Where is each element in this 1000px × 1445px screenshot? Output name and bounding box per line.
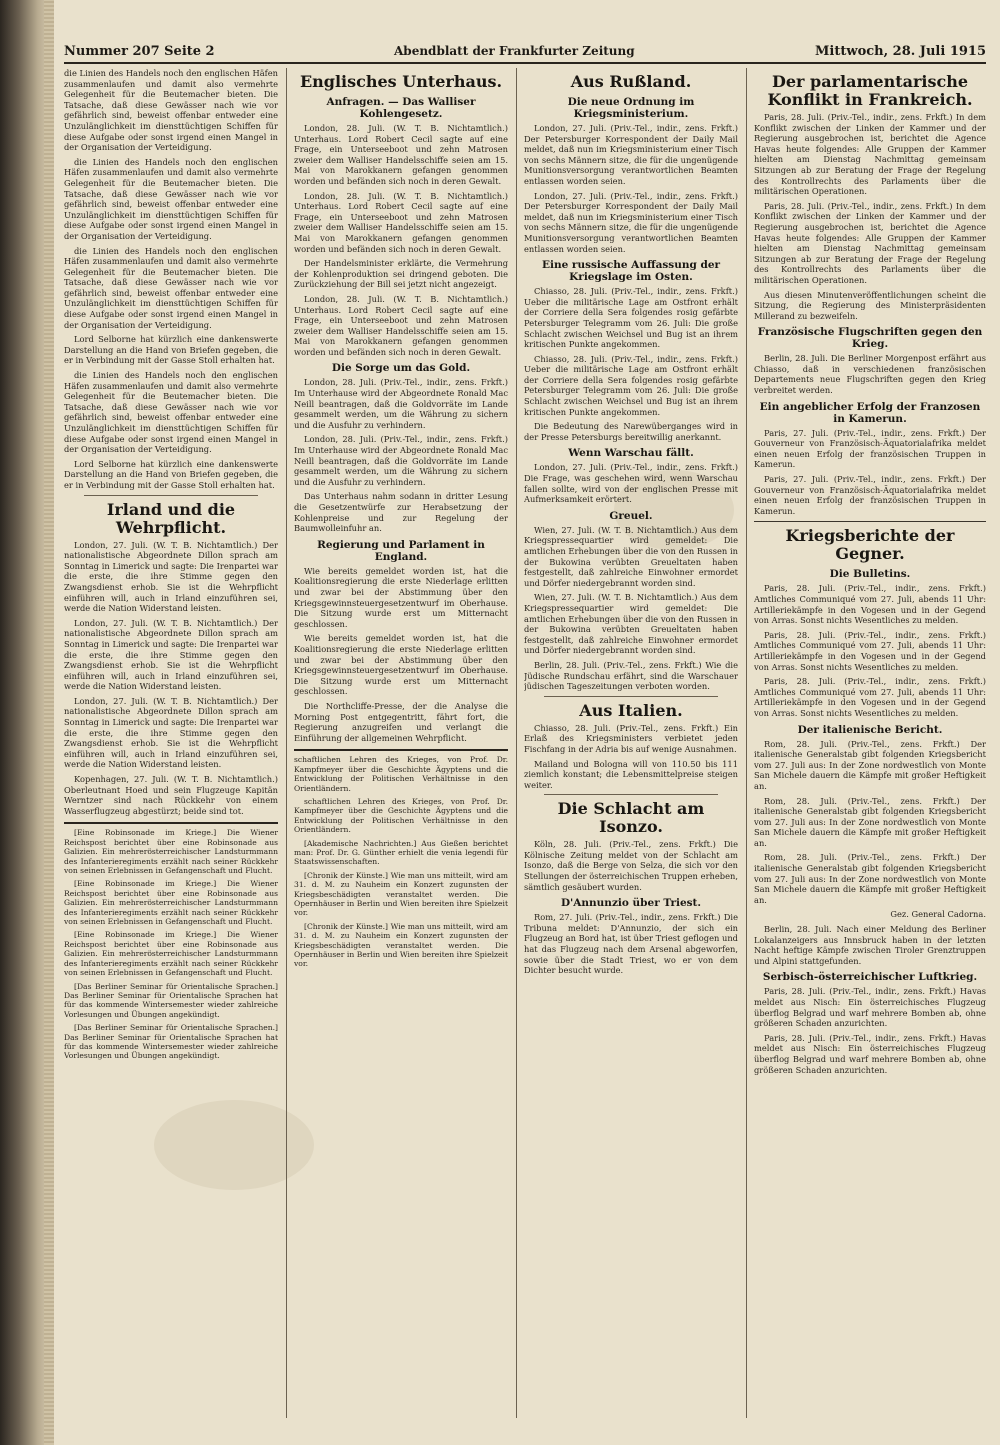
issue-number: Nummer 207 Seite 2 <box>64 44 215 59</box>
article-paragraph: London, 27. Juli. (Priv.-Tel., indir., zens. Frkft.) Die Frage, was geschehen wird, wenn Warschau fallen sollte, wird von der englischen Presse mit Aufmerksamkeit erörtert. <box>524 462 738 505</box>
subheading-kohlengesetz: Anfragen. — Das Walliser Kohlengesetz. <box>326 96 476 120</box>
article-paragraph: London, 27. Juli. (W. T. B. Nichtamtlich.) Der nationalistische Abgeordnete Dillon sprach am Sonntag in Limerick und sagte: Die Irenpartei war die erste, die ihre Stimme gegen den Zwangsdienst erhob. Sie ist die Wehrpflicht einführen will, auch in Irland einzuführen sei, werde die Nation Widerstand leisten. <box>64 695 278 770</box>
article-paragraph: die Linien des Handels noch den englischen Häfen zusammenlaufen und damit also vermehrte Gelegenheit für die Beutemacher bieten. Die Tatsache, daß diese Gewässer nach wie vor gefährlich sind, beweist offenbar entweder eine Unzulänglichkeit im diensttüchtigen Schiffen für diese Aufgabe oder sonst irgend einen Mangel in der Organisation der Verteidigung. <box>64 68 278 153</box>
article-paragraph: Das Unterhaus nahm sodann in dritter Lesung die Gesetzentwürfe zur Herabsetzung der Kohlenpreise und zur Regelung der Baumwolleinfuhr an. <box>294 491 508 534</box>
feuilleton-rule <box>64 822 278 824</box>
article-paragraph: die Linien des Handels noch den englischen Häfen zusammenlaufen und damit also vermehrte Gelegenheit für die Beutemacher bieten. Die Tatsache, daß diese Gewässer nach wie vor gefährlich sind, beweist offenbar entweder eine Unzulänglichkeit im diensttüchtigen Schiffen für diese Aufgabe oder sonst irgend einen Mangel in der Organisation der Verteidigung. <box>64 370 278 455</box>
subheading-ordnung: Die neue Ordnung im Kriegsministerium. <box>567 96 695 120</box>
feuilleton-paragraph: [Das Berliner Seminar für Orientalische Sprachen.] Das Berliner Seminar für Orientalische Sprachen hat für das kommende Wintersemester wieder zahlreiche Vorlesungen und Übungen angekündigt. <box>64 1023 278 1061</box>
heading-konflikt: Der parlamentarische Konflikt in Frankreich. <box>767 72 973 109</box>
issue-date: Mittwoch, 28. Juli 1915 <box>815 44 986 59</box>
article-paragraph: Chiasso, 28. Juli. (Priv.-Tel., zens. Frkft.) Ein Erlaß des Kriegsministers verbietet jeden Fischfang in der Adria bis auf wenige Ausnahmen. <box>524 722 738 754</box>
book-binding <box>0 0 54 1445</box>
article-paragraph: Rom, 28. Juli. (Priv.-Tel., zens. Frkft.) Der italienische Generalstab gibt folgenden Kriegsbericht vom 27. Juli aus: In der Zone nordwestlich von Monte San Michele dauern die Kämpfe mit großer Heftigkeit an. <box>754 795 986 848</box>
article-paragraph: die Linien des Handels noch den englischen Häfen zusammenlaufen und damit also vermehrte Gelegenheit für die Beutemacher bieten. Die Tatsache, daß diese Gewässer nach wie vor gefährlich sind, beweist offenbar entweder eine Unzulänglichkeit im diensttüchtigen Schiffen für diese Aufgabe oder sonst irgend einen Mangel in der Organisation der Verteidigung. <box>64 245 278 330</box>
article-paragraph: London, 28. Juli. (Priv.-Tel., indir., zens. Frkft.) Im Unterhause wird der Abgeordnete Ronald Mac Neill beantragen, daß die Goldvorräte im Lande gesammelt werden, um die Währung zu sichern und die Ausfuhr zu verhindern. <box>294 434 508 487</box>
heading-unterhaus: Englisches Unterhaus. <box>299 72 503 91</box>
article-paragraph: Paris, 28. Juli. (Priv.-Tel., indir., zens. Frkft.) In dem Konflikt zwischen der Linken der Kammer und der Regierung ausgebrochen ist, berichtet die Agence Havas heute folgendes: Alle Gruppen der Kammer hielten am Dienstag Nachmittag gemeinsam Sitzungen ab zur Beratung der Frage der Regelung des Kontrollrechts des Parlaments über die militärischen Operationen. <box>754 200 986 285</box>
feuilleton-paragraph: [Akademische Nachrichten.] Aus Gießen berichtet man: Prof. Dr. G. Günther erhielt die venia legendi für Staatswissenschaften. <box>294 838 508 867</box>
column-3 <box>524 68 738 1418</box>
article-paragraph: die Linien des Handels noch den englischen Häfen zusammenlaufen und damit also vermehrte Gelegenheit für die Beutemacher bieten. Die Tatsache, daß diese Gewässer nach wie vor gefährlich sind, beweist offenbar entweder eine Unzulänglichkeit im diensttüchtigen Schiffen für diese Aufgabe oder sonst irgend einen Mangel in der Organisation der Verteidigung. <box>64 156 278 241</box>
subheading-flugschriften: Französische Flugschriften gegen den Krieg. <box>757 326 983 351</box>
article-paragraph: Mailand und Bologna will von 110.50 bis 111 ziemlich konstant; die Lebensmittelpreise steigen weiter. <box>524 758 738 790</box>
article-paragraph: London, 28. Juli. (W. T. B. Nichtamtlich.) Unterhaus. Lord Robert Cecil sagte auf eine Frage, ein Unterseeboot und zehn Matrosen zweier dem Walliser Handelsschiffe seien am 15. Mai von Marokkanern gefangen genommen worden und befänden sich noch in deren Gewalt. <box>294 293 508 357</box>
article-paragraph: Die Bedeutung des Narewüberganges wird in der Presse Petersburgs bereitwillig anerkannt. <box>524 421 738 442</box>
section-divider <box>544 794 718 795</box>
subheading-kamerun: Ein angeblicher Erfolg der Franzosen in Kamerun. <box>759 400 981 425</box>
heading-italien: Aus Italien. <box>579 700 683 720</box>
article-paragraph: Paris, 28. Juli. (Priv.-Tel., indir., zens. Frkft.) Havas meldet aus Nisch: Ein österreichisches Flugzeug überflog Belgrad und warf mehrere Bomben ab, ohne größeren Schaden anzurichten. <box>754 986 986 1029</box>
article-paragraph: Wie bereits gemeldet worden ist, hat die Koalitionsregierung die erste Niederlage erlitten und zwar bei der Abstimmung über den Kriegsgewinnsteuergesetzentwurf im Oberhause. Die Sitzung wurde erst um Mitternacht geschlossen. <box>294 565 508 629</box>
article-paragraph: London, 27. Juli. (W. T. B. Nichtamtlich.) Der nationalistische Abgeordnete Dillon sprach am Sonntag in Limerick und sagte: Die Irenpartei war die erste, die ihre Stimme gegen den Zwangsdienst erhob. Sie ist die Wehrpflicht einführen will, auch in Irland einzuführen sei, werde die Nation Widerstand leisten. <box>64 539 278 614</box>
subheading-luftkrieg: Serbisch-österreichischer Luftkrieg. <box>762 971 978 984</box>
masthead: Abendblatt der Frankfurter Zeitung <box>394 44 635 58</box>
column-rule <box>286 68 287 1418</box>
section-divider <box>544 696 718 697</box>
heading-isonzo: Die Schlacht am Isonzo. <box>557 799 705 837</box>
article-paragraph: Rom, 28. Juli. (Priv.-Tel., zens. Frkft.) Der italienische Generalstab gibt folgenden Kriegsbericht vom 27. Juli aus: In der Zone nordwestlich von Monte San Michele dauern die Kämpfe mit großer Heftigkeit an. <box>754 738 986 791</box>
feuilleton-paragraph: [Eine Robinsonade im Kriege.] Die Wiener Reichspost berichtet über eine Robinsonade aus Galizien. Ein mehrerösterreichischer Landsturmmann des Infanterieregiments erzählt nach seiner Rückkehr von seinen Erlebnissen in Gefangenschaft und Flucht. <box>64 828 278 876</box>
feuilleton-paragraph: schaftlichen Lehren des Krieges, von Prof. Dr. Kampfmeyer über die Geschichte Ägyptens und die Entwicklung der Politischen Verhältnisse in den Orientländern. <box>294 796 508 835</box>
header-rule <box>64 62 986 64</box>
article-paragraph: London, 28. Juli. (W. T. B. Nichtamtlich.) Unterhaus. Lord Robert Cecil sagte auf eine Frage, ein Unterseeboot und zehn Matrosen zweier dem Walliser Handelsschiffe seien am 15. Mai von Marokkanern gefangen genommen worden und befänden sich noch in deren Gewalt. <box>294 123 508 186</box>
article-paragraph: London, 27. Juli. (W. T. B. Nichtamtlich.) Der nationalistische Abgeordnete Dillon sprach am Sonntag in Limerick und sagte: Die Irenpartei war die erste, die ihre Stimme gegen den Zwangsdienst erhob. Sie ist die Wehrpflicht einführen will, auch in Irland einzuführen sei, werde die Nation Widerstand leisten. <box>64 617 278 692</box>
article-paragraph: Berlin, 28. Juli. Die Berliner Morgenpost erfährt aus Chiasso, daß in verschiedenen französischen Departements neue Flugschriften gegen den Krieg verbreitet werden. <box>754 353 986 396</box>
subheading-warschau: Wenn Warschau fällt. <box>568 447 694 460</box>
article-paragraph: Paris, 28. Juli. (Priv.-Tel., indir., zens. Frkft.) Havas meldet aus Nisch: Ein österreichisches Flugzeug überflog Belgrad und warf mehrere Bomben ab, ohne größeren Schaden anzurichten. <box>754 1032 986 1075</box>
article-paragraph: Wie bereits gemeldet worden ist, hat die Koalitionsregierung die erste Niederlage erlitten und zwar bei der Abstimmung über den Kriegsgewinnsteuergesetzentwurf im Oberhause. Die Sitzung wurde erst um Mitternacht geschlossen. <box>294 633 508 697</box>
newspaper-page <box>54 0 1000 1445</box>
article-paragraph: Die Northcliffe-Presse, der die Analyse die Morning Post entgegentritt, fährt fort, die Regierung anzugreifen und verlangt die Einführung der allgemeinen Wehrpflicht. <box>294 700 508 743</box>
feuilleton-paragraph: [Chronik der Künste.] Wie man uns mitteilt, wird am 31. d. M. zu Nauheim ein Konzert zugunsten der Kriegsbeschädigten veranstaltet werden. Die Opernhäuser in Berlin und Wien bereiten ihre Spielzeit vor. <box>294 870 508 918</box>
article-paragraph: Lord Selborne hat kürzlich eine dankenswerte Darstellung an die Hand von Briefen gegeben, die er in Verbindung mit der Gasse Stoll erhalten hat. <box>64 458 278 490</box>
signature-line: Gez. General Cadorna. <box>890 909 986 920</box>
subheading-gold: Die Sorge um das Gold. <box>331 362 471 375</box>
running-header <box>64 44 986 62</box>
article-paragraph: Paris, 28. Juli. (Priv.-Tel., indir., zens. Frkft.) Amtliches Communiqué vom 27. Juli, abends 11 Uhr: Artilleriekämpfe in den Vogesen und in der Gegend von Arras. Sonst nichts Wesentliches zu melden. <box>754 583 986 626</box>
article-paragraph: London, 27. Juli. (Priv.-Tel., indir., zens. Frkft.) Der Petersburger Korrespondent der Daily Mail meldet, daß nun im Kriegsministerium einer Tisch von sechs Männern sitze, die für die ungenügende Munitionsversorgung verantwortlichen Beamten entlassen worden seien. <box>524 123 738 186</box>
article-paragraph: Paris, 28. Juli. (Priv.-Tel., indir., zens. Frkft.) In dem Konflikt zwischen der Linken der Kammer und der Regierung ausgebrochen ist, berichtet die Agence Havas heute folgendes: Alle Gruppen der Kammer hielten am Dienstag Nachmittag gemeinsam Sitzungen ab zur Beratung der Frage der Regelung des Kontrollrechts des Parlaments über die militärischen Operationen. <box>754 112 986 197</box>
subheading-bulletins: Die Bulletins. <box>829 568 911 581</box>
article-paragraph: Rom, 28. Juli. (Priv.-Tel., zens. Frkft.) Der italienische Generalstab gibt folgenden Kriegsbericht vom 27. Juli aus: In der Zone nordwestlich von Monte San Michele dauern die Kämpfe mit großer Heftigkeit an. <box>754 852 986 905</box>
column-rule <box>516 68 517 1418</box>
article-paragraph: Wien, 27. Juli. (W. T. B. Nichtamtlich.) Aus dem Kriegspressequartier wird gemeldet: Die amtlichen Erhebungen über die von den Russen in der Bukowina verübten Greueltaten haben festgestellt, daß zahlreiche Einwohner ermordet und Dörfer niedergebrannt worden sind. <box>524 524 738 588</box>
article-paragraph: Berlin, 28. Juli. Nach einer Meldung des Berliner Lokalanzeigers aus Innsbruck haben in der letzten Nacht heftige Kämpfe zwischen Tiroler Grenztruppen und Alpini stattgefunden. <box>754 924 986 966</box>
feuilleton-paragraph: [Eine Robinsonade im Kriege.] Die Wiener Reichspost berichtet über eine Robinsonade aus Galizien. Ein mehrerösterreichischer Landsturmmann des Infanterieregiments erzählt nach seiner Rückkehr von seinen Erlebnissen in Gefangenschaft und Flucht. <box>64 930 278 978</box>
article-paragraph: Paris, 28. Juli. (Priv.-Tel., indir., zens. Frkft.) Amtliches Communiqué vom 27. Juli, abends 11 Uhr: Artilleriekämpfe in den Vogesen und in der Gegend von Arras. Sonst nichts Wesentliches zu melden. <box>754 676 986 718</box>
heading-russland: Aus Rußland. <box>570 72 692 91</box>
feuilleton-paragraph: [Eine Robinsonade im Kriege.] Die Wiener Reichspost berichtet über eine Robinsonade aus Galizien. Ein mehrerösterreichischer Landsturmmann des Infanterieregiments erzählt nach seiner Rückkehr von seinen Erlebnissen in Gefangenschaft und Flucht. <box>64 879 278 927</box>
heading-irland: Irland und die Wehrpflicht. <box>106 499 236 537</box>
section-divider <box>84 495 258 496</box>
subheading-osten: Eine russische Auffassung der Kriegslage im Osten. <box>541 259 721 284</box>
article-paragraph: Rom, 27. Juli. (Priv.-Tel., indir., zens. Frkft.) Die Tribuna meldet: D'Annunzio, der sich ein Flugzeug an Bord hat, ist über Triest geflogen und hat das Flugzeug nach dem Arsenal abgeworfen, sowie über die Stadt Triest, wo er von dem Dichter besucht wurde. <box>524 912 738 976</box>
column-1 <box>64 68 278 1418</box>
article-paragraph: Paris, 27. Juli. (Priv.-Tel., indir., zens. Frkft.) Der Gouverneur von Französisch-Äquatorialafrika meldet einen neuen Erfolg der französischen Truppen in Kamerun. <box>754 427 986 470</box>
feuilleton-paragraph: [Chronik der Künste.] Wie man uns mitteilt, wird am 31. d. M. zu Nauheim ein Konzert zugunsten der Kriegsbeschädigten veranstaltet werden. Die Opernhäuser in Berlin und Wien bereiten ihre Spielzeit vor. <box>294 921 508 969</box>
article-paragraph: Köln, 28. Juli. (Priv.-Tel., zens. Frkft.) Die Kölnische Zeitung meldet von der Schlacht am Isonzo, daß die Berge von Selza, die sich vor den Stellungen der österreichischen Truppen erheben, sämtlich gesäubert wurden. <box>524 839 738 892</box>
page-edges <box>44 0 54 1445</box>
article-paragraph: London, 28. Juli. (Priv.-Tel., indir., zens. Frkft.) Im Unterhause wird der Abgeordnete Ronald Mac Neill beantragen, daß die Goldvorräte im Lande gesammelt werden, um die Währung zu sichern und die Ausfuhr zu verhindern. <box>294 377 508 430</box>
heading-kriegsberichte: Kriegsberichte der Gegner. <box>785 526 955 564</box>
article-paragraph: Wien, 27. Juli. (W. T. B. Nichtamtlich.) Aus dem Kriegspressequartier wird gemeldet: Die amtlichen Erhebungen über die von den Russen in der Bukowina verübten Greueltaten haben festgestellt, daß zahlreiche Einwohner ermordet und Dörfer niedergebrannt worden sind. <box>524 592 738 656</box>
subheading-greuel: Greuel. <box>609 509 653 522</box>
article-paragraph: Paris, 27. Juli. (Priv.-Tel., indir., zens. Frkft.) Der Gouverneur von Französisch-Äquatorialafrika meldet einen neuen Erfolg der französischen Truppen in Kamerun. <box>754 474 986 516</box>
article-paragraph: Paris, 28. Juli. (Priv.-Tel., indir., zens. Frkft.) Amtliches Communiqué vom 27. Juli, abends 11 Uhr: Artilleriekämpfe in den Vogesen und in der Gegend von Arras. Sonst nichts Wesentliches zu melden. <box>754 629 986 672</box>
subheading-italienischer-bericht: Der italienische Bericht. <box>797 723 943 736</box>
article-paragraph: Aus diesen Minutenveröffentlichungen scheint die Sitzung, die Regierung des Ministerpräsidenten Millerand zu bezweifeln. <box>754 289 986 321</box>
article-paragraph: Der Handelsminister erklärte, die Vermehrung der Kohlenproduktion sei dringend geboten. Die Zurückziehung der Bill sei jetzt nicht angezeigt. <box>294 258 508 290</box>
column-4 <box>754 68 986 1418</box>
article-paragraph: Chiasso, 28. Juli. (Priv.-Tel., indir., zens. Frkft.) Ueber die militärische Lage am Ostfront erhält der Corriere della Sera folgendes rosig gefärbte Petersburger Telegramm vom 26. Juli: Die große Schlacht zwischen Weichsel und Bug ist an ihrem kritischen Punkte angekommen. <box>524 286 738 350</box>
article-paragraph: Chiasso, 28. Juli. (Priv.-Tel., indir., zens. Frkft.) Ueber die militärische Lage am Ostfront erhält der Corriere della Sera folgendes rosig gefärbte Petersburger Telegramm vom 26. Juli: Die große Schlacht zwischen Weichsel und Bug ist an ihrem kritischen Punkte angekommen. <box>524 353 738 417</box>
article-paragraph: Lord Selborne hat kürzlich eine dankenswerte Darstellung an die Hand von Briefen gegeben, die er in Verbindung mit der Gasse Stoll erhalten hat. <box>64 334 278 366</box>
column-rule <box>746 68 747 1418</box>
article-paragraph: Berlin, 28. Juli. (Priv.-Tel., zens. Frkft.) Wie die Jüdische Rundschau erfährt, sind die Warschauer jüdischen Tageszeitungen verboten worden. <box>524 659 738 692</box>
column-2 <box>294 68 508 1418</box>
subheading-regierung: Regierung und Parlament in England. <box>317 538 485 563</box>
feuilleton-rule <box>294 749 508 751</box>
article-paragraph: Kopenhagen, 27. Juli. (W. T. B. Nichtamtlich.) Oberleutnant Hoed und sein Flugzeuge Kapitän Werntzer sind nach Rückkehr von einem Wasserflugzeug abgestürzt; beide sind tot. <box>64 774 278 816</box>
article-paragraph: London, 27. Juli. (Priv.-Tel., indir., zens. Frkft.) Der Petersburger Korrespondent der Daily Mail meldet, daß nun im Kriegsministerium einer Tisch von sechs Männern sitze, die für die ungenügende Munitionsversorgung verantwortlichen Beamten entlassen worden seien. <box>524 190 738 254</box>
feuilleton-paragraph: schaftlichen Lehren des Krieges, von Prof. Dr. Kampfmeyer über die Geschichte Ägyptens und die Entwicklung der Politischen Verhältnisse in den Orientländern. <box>294 755 508 793</box>
feuilleton-paragraph: [Das Berliner Seminar für Orientalische Sprachen.] Das Berliner Seminar für Orientalische Sprachen hat für das kommende Wintersemester wieder zahlreiche Vorlesungen und Übungen angekündigt. <box>64 981 278 1019</box>
article-paragraph: London, 28. Juli. (W. T. B. Nichtamtlich.) Unterhaus. Lord Robert Cecil sagte auf eine Frage, ein Unterseeboot und zehn Matrosen zweier dem Walliser Handelsschiffe seien am 15. Mai von Marokkanern gefangen genommen worden und befänden sich noch in deren Gewalt. <box>294 190 508 254</box>
section-rule <box>754 521 986 522</box>
subheading-dannunzio: D'Annunzio über Triest. <box>560 897 702 910</box>
